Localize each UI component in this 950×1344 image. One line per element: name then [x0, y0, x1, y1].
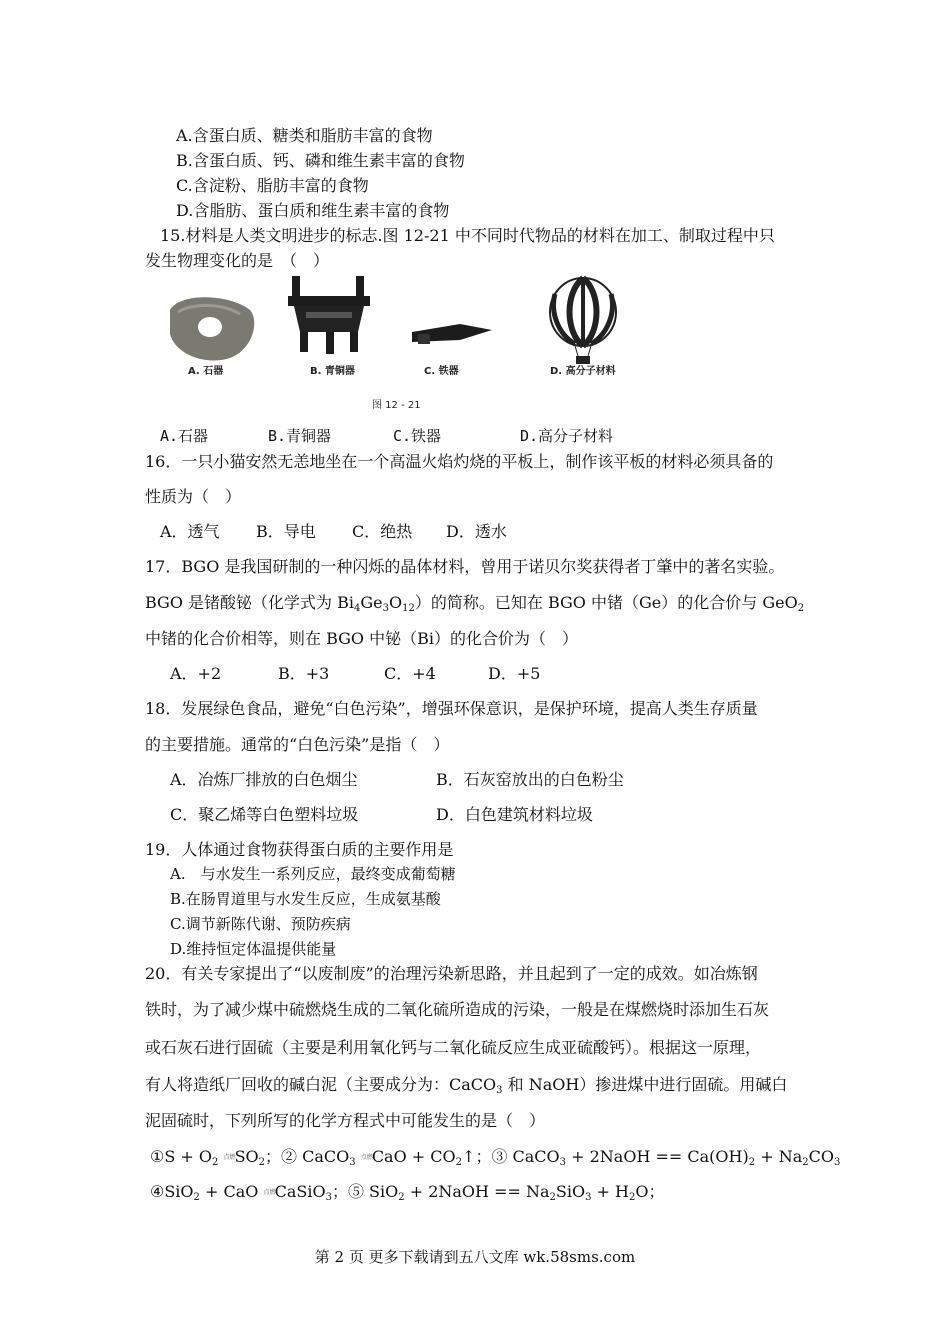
q15-option-c: C.铁器: [393, 427, 442, 445]
bronze-vessel-image: [288, 276, 370, 354]
figure-label: 图 12 - 21: [372, 400, 421, 411]
q16-option-b: B．导电: [256, 522, 316, 541]
q16-text-line2: 性质为（ ）: [145, 487, 242, 506]
q18-option-b: B．石灰窑放出的白色粉尘: [436, 770, 624, 789]
q18-option-a: A．冶炼厂排放的白色烟尘: [170, 770, 358, 789]
figure-caption-b: B. 青铜器: [310, 366, 355, 377]
q16-option-d: D．透水: [446, 522, 507, 541]
q18-option-c: C．聚乙烯等白色塑料垃圾: [170, 805, 359, 824]
q18-text-line1: 18．发展绿色食品，避免“白色污染”，增强环保意识，是保护环境，提高人类生存质量: [145, 699, 758, 718]
stone-tool-image: [170, 297, 254, 360]
q18-option-d: D．白色建筑材料垃圾: [436, 805, 593, 824]
q15-text-line2: 发生物理变化的是 （ ）: [145, 251, 330, 270]
figure-12-21: [160, 272, 660, 422]
q15-option-d: D.高分子材料: [520, 427, 614, 445]
q17-option-a: A．+2: [170, 664, 222, 683]
q17-text-line3: 中锗的化合价相等，则在 BGO 中铋（Bi）的化合价为（ ）: [145, 629, 579, 648]
q17-option-d: D．+5: [488, 664, 541, 683]
figure-caption-c: C. 铁器: [424, 366, 459, 377]
figure-caption-d: D. 高分子材料: [550, 366, 616, 377]
hot-air-balloon-image: [550, 278, 616, 364]
q20-text-line4: 有人将造纸厂回收的碱白泥（主要成分为：CaCO$_3$ 和 NaOH）掺进煤中进行固硫。用碱白: [145, 1075, 788, 1096]
q18-text-line2: 的主要措施。通常的“白色污染”是指（ ）: [145, 735, 450, 754]
q20-equations-line1: ①S + $O_2$ 点燃 $SO_2$；② CaCO$_3$ 点燃 CaO + $CO_2↑$；③ CaCO$_3$ + 2NaOH == $Ca(OH)_2 + Na_2CO_3$: [150, 1147, 841, 1168]
q16-text-line1: 16．一只小猫安然无恙地坐在一个高温火焰灼烧的平板上，制作该平板的材料必须具备的: [145, 452, 774, 471]
q20-text-line1: 20．有关专家提出了“以废制废”的治理污染新思路，并且起到了一定的成效。如冶炼钢: [145, 964, 758, 983]
q14-option-c: C.含淀粉、脂肪丰富的食物: [176, 176, 369, 195]
q17-text-line2: BGO 是锗酸铋（化学式为 $Bi_4Ge_3O_{12}$）的简称。已知在 BGO 中锗（Ge）的化合价与 GeO$_2$: [145, 593, 805, 614]
q15-option-b: B.青铜器: [268, 427, 332, 445]
q16-option-c: C．绝热: [352, 522, 413, 541]
q15-text-line1: 15.材料是人类文明进步的标志.图 12-21 中不同时代物品的材料在加工、制取过程中只: [160, 226, 775, 245]
q14-option-d: D.含脂肪、蛋白质和维生素丰富的食物: [176, 201, 450, 220]
q14-option-b: B.含蛋白质、钙、磷和维生素丰富的食物: [176, 151, 465, 170]
q19-option-a: A. 与水发生一系列反应，最终变成葡萄糖: [170, 865, 456, 883]
q15-option-a: A.石器: [160, 427, 209, 445]
q17-option-c: C．+4: [384, 664, 436, 683]
q17-text-line1: 17．BGO 是我国研制的一种闪烁的晶体材料，曾用于诺贝尔奖获得者丁肇中的著名实验。: [145, 557, 785, 576]
q19-option-c: C.调节新陈代谢、预防疾病: [170, 915, 351, 933]
q20-equations-line2: ④SiO$_2$ + CaO 点燃 CaSiO$_3$；⑤ SiO$_2$ + 2NaOH == $Na_2SiO_3 + H_2O$；: [150, 1182, 665, 1203]
page-footer: 第 2 页 更多下载请到五八文库 wk.58sms.com: [314, 1248, 636, 1266]
q19-option-b: B.在肠胃道里与水发生反应，生成氨基酸: [170, 890, 441, 908]
q19-option-d: D.维持恒定体温提供能量: [170, 940, 337, 958]
q19-text-line1: 19．人体通过食物获得蛋白质的主要作用是: [145, 840, 454, 859]
q20-text-line2: 铁时，为了减少煤中硫燃烧生成的二氧化硫所造成的污染，一般是在煤燃烧时添加生石灰: [145, 1000, 770, 1019]
q17-option-b: B．+3: [278, 664, 330, 683]
iron-tool-image: [412, 324, 492, 344]
q14-option-a: A.含蛋白质、糖类和脂肪丰富的食物: [176, 126, 433, 145]
q20-text-line5: 泥固硫时，下列所写的化学方程式中可能发生的是（ ）: [145, 1111, 546, 1130]
figure-caption-a: A. 石器: [188, 366, 224, 377]
q20-text-line3: 或石灰石进行固硫（主要是利用氧化钙与二氧化硫反应生成亚硫酸钙）。根据这一原理，: [145, 1038, 762, 1057]
q16-option-a: A．透气: [160, 522, 220, 541]
